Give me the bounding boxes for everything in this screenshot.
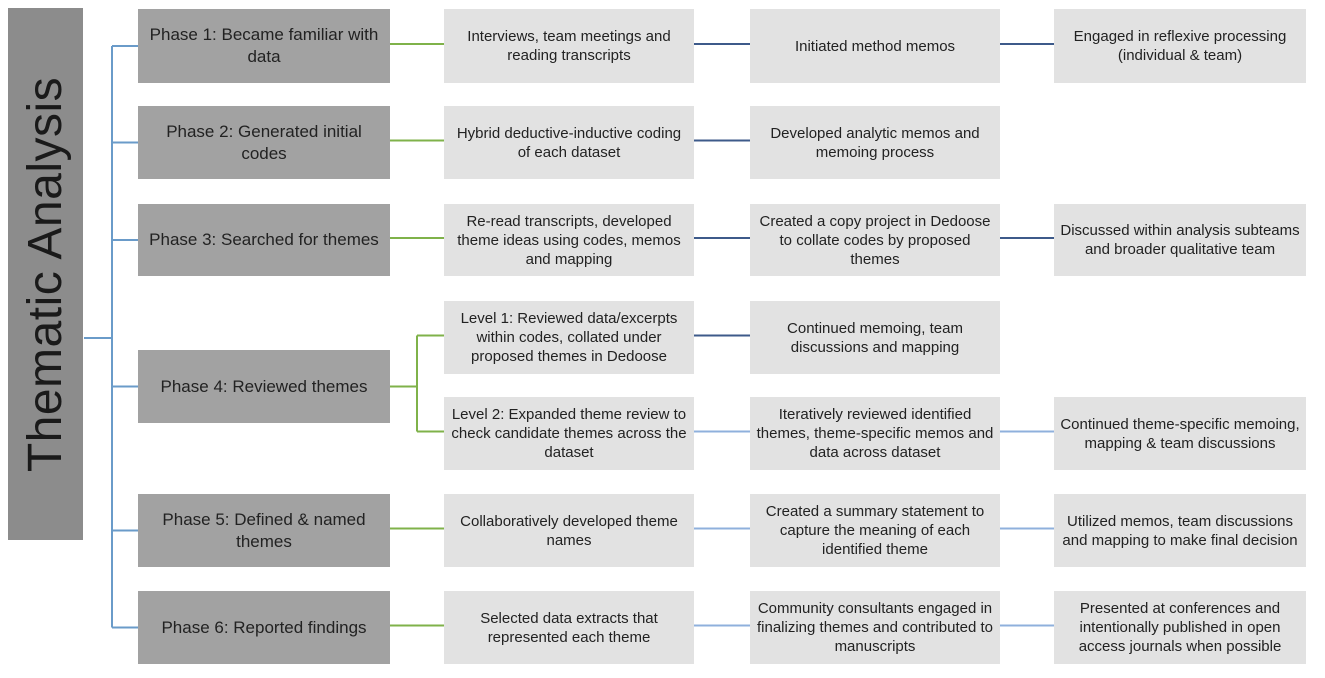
phase-6-step-2 [750, 591, 1000, 664]
phase-4-level-2-step-1-label: Level 2: Expanded theme review to check candidate themes across the dataset [451, 406, 687, 461]
phase-4-box [138, 350, 390, 423]
phase-1-box-label: Phase 1: Became familiar with data [149, 25, 379, 66]
phase-4-level-1-step-1 [444, 301, 694, 374]
phase-2-box-label: Phase 2: Generated initial codes [166, 121, 362, 163]
phase-3-step-2-label: Created a copy project in Dedoose to collate codes by proposed themes [759, 212, 991, 268]
phase-5-step-1 [444, 494, 694, 567]
phase-4-level-2-step-3 [1054, 397, 1306, 470]
phase-4-level-2-step-1 [444, 397, 694, 470]
phase-3-step-1 [444, 204, 694, 276]
phase-5-box-label: Phase 5: Defined & named themes [162, 509, 366, 551]
phase-1-step-2 [750, 9, 1000, 83]
phase-6-box [138, 591, 390, 664]
phase-5-step-3-label: Utilized memos, team discussions and mapping to make final decision [1062, 512, 1298, 549]
phase-3-step-3-label: Discussed within analysis subteams and broader qualitative team [1060, 222, 1300, 258]
phase-2-step-2-label: Developed analytic memos and memoing process [770, 124, 980, 161]
phase-4-level-2-step-2-label: Iteratively reviewed identified themes, theme-specific memos and data across dataset [756, 406, 994, 461]
phase-2-step-1-label: Hybrid deductive-inductive coding of each dataset [456, 124, 682, 161]
phase-2-step-2 [750, 106, 1000, 179]
phase-1-step-1-label: Interviews, team meetings and reading transcripts [467, 28, 671, 64]
phase-4-level-1-step-2-label: Continued memoing, team discussions and mapping [787, 319, 963, 356]
phase-2-box [138, 106, 390, 179]
phase-3-step-2 [750, 204, 1000, 276]
phase-3-step-1-label: Re-read transcripts, developed theme ideas using codes, memos and mapping [457, 212, 681, 268]
phase-5-box [138, 494, 390, 567]
phase-3-step-3 [1054, 204, 1306, 276]
phase-6-step-3 [1054, 591, 1306, 664]
phase-4-level-1-step-1-label: Level 1: Reviewed data/excerpts within codes, collated under proposed themes in Dedoose [460, 310, 678, 365]
phase-5-step-2-label: Created a summary statement to capture the meaning of each identified theme [765, 503, 985, 558]
diagram-title: Thematic Analysis [19, 76, 72, 472]
phase-2-step-1 [444, 106, 694, 179]
phase-4-level-2-step-2 [750, 397, 1000, 470]
phase-1-box [138, 9, 390, 83]
phase-5-step-2 [750, 494, 1000, 567]
phase-4-level-1-step-2 [750, 301, 1000, 374]
phase-3-box-label: Phase 3: Searched for themes [149, 230, 379, 249]
phase-6-box-label: Phase 6: Reported findings [161, 617, 367, 637]
diagram-title-box [8, 8, 83, 540]
phase-1-step-2-label: Initiated method memos [794, 37, 956, 55]
phase-6-step-3-label: Presented at conferences and intentionally published in open access journals when possible [1078, 600, 1282, 655]
phase-3-box [138, 204, 390, 276]
phase-1-step-3 [1054, 9, 1306, 83]
phase-1-step-1 [444, 9, 694, 83]
phase-5-step-3 [1054, 494, 1306, 567]
phase-6-step-2-label: Community consultants engaged in finalizing themes and contributed to manuscripts [757, 600, 993, 655]
phase-5-step-1-label: Collaboratively developed theme names [460, 512, 678, 549]
phase-4-level-2-step-3-label: Continued theme-specific memoing, mapping & team discussions [1060, 415, 1300, 452]
phase-6-step-1 [444, 591, 694, 664]
phase-4-box-label: Phase 4: Reviewed themes [160, 376, 368, 396]
phase-6-step-1-label: Selected data extracts that represented each theme [480, 609, 658, 646]
phase-1-step-3-label: Engaged in reflexive processing (individual & team) [1073, 28, 1287, 64]
